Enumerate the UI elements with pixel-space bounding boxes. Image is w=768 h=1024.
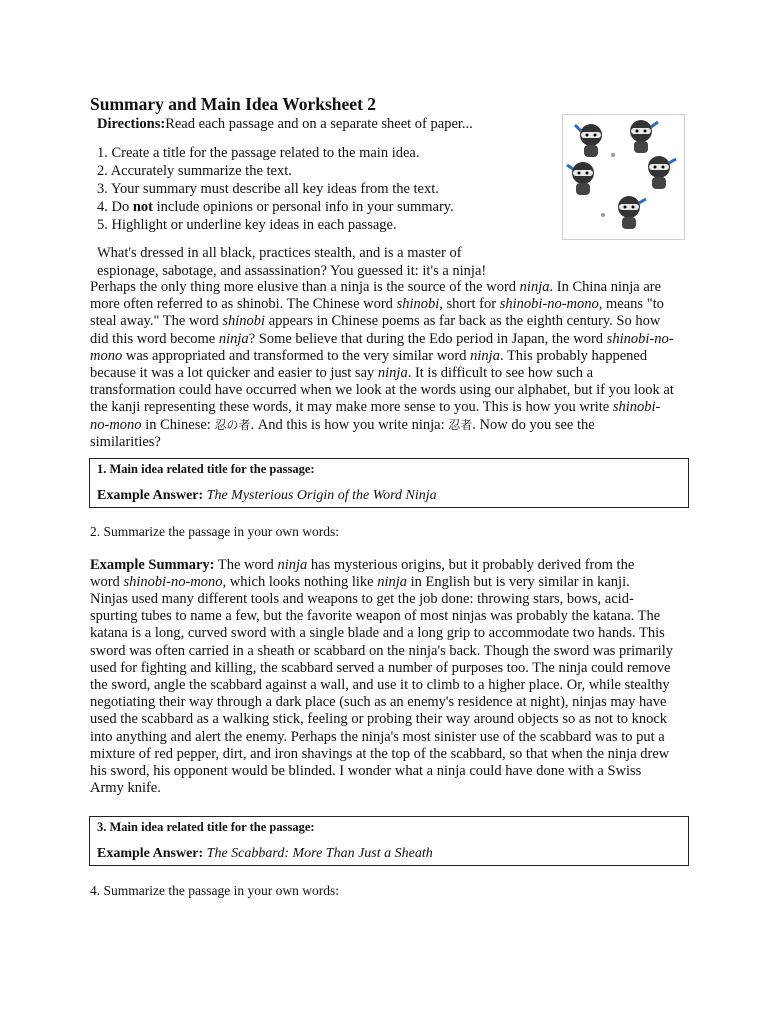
text-run: . And this is how you write ninja: — [250, 416, 449, 433]
text-run: ninja — [377, 365, 408, 382]
prompt-2: 2. Summarize the passage in your own words: — [90, 524, 339, 539]
passage2-line: Army knife. — [90, 780, 161, 797]
text-run: was appropriated and transformed to the very similar word — [122, 347, 471, 364]
passage1-line — [90, 296, 680, 313]
box1-label: 1. Main idea related title for the passage: — [97, 462, 315, 476]
text-run: . Now do you see the — [472, 416, 595, 433]
directions-label: Directions: — [97, 116, 166, 132]
passage2-body — [90, 591, 673, 797]
answer-box-3 — [89, 816, 689, 866]
text-run: ninja — [277, 557, 308, 573]
kanji-shinobi: 忍の者 — [214, 417, 251, 432]
text-run: in Chinese: — [141, 416, 215, 433]
summary-line — [90, 557, 634, 574]
box3-answer — [97, 846, 681, 862]
step-1: 1. Create a title for the passage related to the main idea. — [97, 145, 420, 161]
kanji-ninja: 忍者 — [448, 417, 473, 432]
passage1-line: similarities? — [90, 433, 161, 450]
text-run: did this word become — [90, 330, 219, 347]
passage2-line: mixture of red pepper, dirt, and iron shavings at the top of the scabbard, so that when the ninja drew — [90, 745, 670, 762]
passage1-line — [90, 313, 680, 330]
passage2-line: katana is a long, curved sword with a single blade and a long grip to accommodate two hands. This — [90, 625, 665, 642]
text-run: , means "to — [598, 296, 664, 313]
step-2: 2. Accurately summarize the text. — [97, 163, 292, 179]
passage2-line: into anything and alert the enemy. Perhaps the ninja's most sinister use of the scabbard was to put a — [90, 728, 665, 745]
text-run: . In China ninja are — [549, 279, 662, 295]
passage2-line: used the scabbard as a walking stick, feeling or probing their way around objects so as not to knock — [90, 711, 668, 728]
text-run: shinobi- — [612, 399, 661, 416]
text-run: steal away." The word — [90, 313, 223, 330]
text-run: has mysterious origins, but it probably derived from the — [307, 557, 635, 573]
text-run: Perhaps the only thing more elusive than a ninja is the source of the word — [90, 279, 520, 295]
answer-box-1 — [89, 458, 689, 508]
steps-list — [97, 144, 454, 234]
text-run: , which looks nothing like — [222, 574, 378, 591]
passage1-line — [90, 279, 680, 296]
passage2-line: his sword, his opponent would be blinded. I wonder what a ninja could have done with a Swiss — [90, 763, 642, 780]
text-run: appears in Chinese poems as far back as the eighth century. So how — [265, 313, 661, 330]
text-run: word — [90, 574, 124, 591]
text-run: more often referred to as shinobi. The Chinese word — [90, 296, 397, 313]
text-run: . This probably happened — [499, 347, 648, 364]
text-run: shinobi — [396, 296, 440, 313]
passage2-line: spurting tubes to name a few, but the favorite weapon of most ninjas was probably the katana. The — [90, 608, 661, 625]
step-5: 5. Highlight or underline key ideas in each passage. — [97, 217, 397, 233]
box1-example-text: The Mysterious Origin of the Word Ninja — [206, 488, 437, 503]
summary-line — [90, 574, 634, 591]
text-run: no-mono — [90, 416, 142, 433]
passage1-body — [90, 279, 680, 451]
text-run: shinobi-no- — [606, 330, 674, 347]
text-run: shinobi — [222, 313, 266, 330]
text-run: shinobi-no-mono — [123, 574, 223, 591]
summary-label: Example Summary: — [90, 557, 215, 573]
passage2-line: used for fighting and killing, the scabbard served a number of purposes too. The ninja could remove — [90, 659, 671, 676]
step-4-bold: not — [132, 199, 154, 215]
page-title: Summary and Main Idea Worksheet 2 — [90, 94, 377, 114]
ninjas-icon — [563, 115, 684, 239]
text-run: ninja — [218, 330, 249, 347]
step-4-post: include opinions or personal info in your summary. — [153, 199, 454, 215]
passage1-intro — [97, 244, 486, 280]
passage1-line: transformation could have occurred when we look at the words using our alphabet, but if you look at — [90, 382, 674, 399]
directions-text: Read each passage and on a separate sheet of paper... — [165, 116, 473, 132]
prompt-4: 4. Summarize the passage in your own words: — [90, 883, 339, 898]
step-4-pre: 4. Do — [97, 199, 133, 215]
step-4 — [97, 198, 454, 216]
passage1-line — [90, 365, 680, 382]
text-run: ninja — [519, 279, 550, 295]
text-run: because it was a lot quicker and easier to just say — [90, 365, 378, 382]
text-run: ninja — [377, 574, 408, 591]
box3-example-text: The Scabbard: More Than Just a Sheath — [206, 846, 433, 861]
box3-label: 3. Main idea related title for the passage: — [97, 820, 315, 834]
passage1-line — [90, 331, 680, 348]
text-run: shinobi-no-mono — [499, 296, 599, 313]
example-summary — [90, 557, 634, 591]
intro-line-1: What's dressed in all black, practices stealth, and is a master of — [97, 245, 462, 261]
passage1-line — [90, 417, 680, 434]
passage2-line: sword was often carried in a sheath or scabbard on the ninja's back. Though the sword was primarily — [90, 642, 673, 659]
text-run: . It is difficult to see how such a — [407, 365, 594, 382]
passage2-line: negotiating their way through a dark place (such as an enemy's residence at night), ninjas may have — [90, 694, 667, 711]
text-run: mono — [90, 347, 123, 364]
text-run: The word — [214, 557, 278, 573]
box1-example-label: Example Answer: — [97, 488, 204, 503]
intro-line-2: espionage, sabotage, and assassination? You guessed it: it's a ninja! — [97, 263, 487, 279]
text-run: ? Some believe that during the Edo period in Japan, the word — [248, 330, 607, 347]
step-3: 3. Your summary must describe all key ideas from the text. — [97, 181, 439, 197]
box1-answer — [97, 488, 681, 504]
passage2-line: the sword, angle the scabbard against a wall, and use it to climb to a higher place. Or, while stealthy — [90, 677, 670, 694]
text-run: ninja — [470, 347, 500, 364]
passage1-line — [90, 348, 680, 365]
text-run: , short for — [439, 296, 500, 313]
ninja-illustration — [562, 114, 685, 240]
text-run: in English but is very similar in kanji. — [407, 574, 630, 591]
passage1-line — [90, 399, 680, 416]
text-run: the kanji representing these words, it may make more sense to you. This is how you write — [90, 399, 613, 416]
box3-example-label: Example Answer: — [97, 846, 204, 861]
directions — [97, 116, 473, 133]
passage2-line: Ninjas used many different tools and weapons to get the job done: throwing stars, bows, acid- — [90, 591, 634, 607]
